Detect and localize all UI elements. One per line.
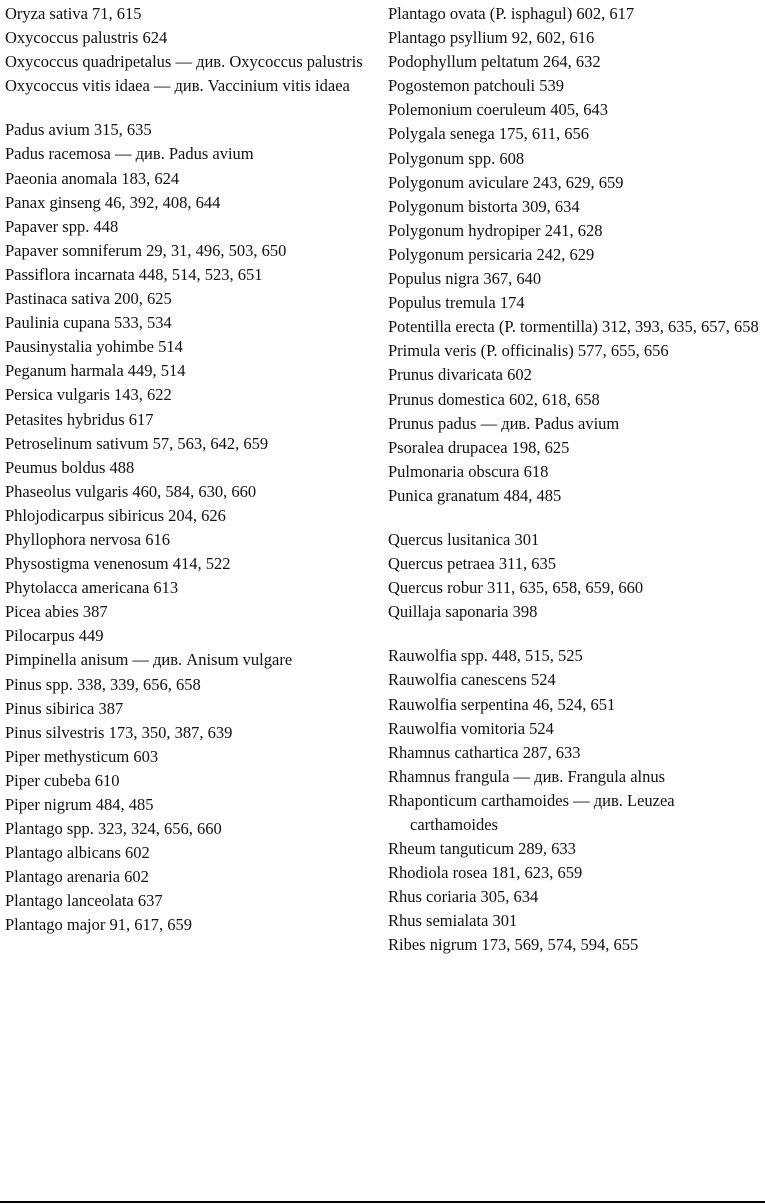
index-entry: Panax ginseng 46, 392, 408, 644	[5, 192, 221, 212]
index-entry: Oxycoccus quadripetalus — див. Oxycoccus palustris	[5, 52, 363, 72]
index-entry: Polygonum aviculare 243, 629, 659	[388, 172, 624, 192]
index-entry: Populus tremula 174	[388, 293, 525, 313]
index-entry-section-start: Padus avium 315, 635	[5, 120, 152, 140]
index-entry: Peganum harmala 449, 514	[5, 361, 186, 381]
index-entry: Potentilla erecta (P. tormentilla) 312, 393, 635, 657, 658	[388, 317, 759, 337]
index-entry: Polygonum persicaria 242, 629	[388, 244, 595, 264]
index-entry: Polemonium coeruleum 405, 643	[388, 100, 608, 120]
index-entry: Petroselinum sativum 57, 563, 642, 659	[5, 433, 269, 453]
index-entry: Polygonum hydropiper 241, 628	[388, 220, 603, 240]
index-entry-section-start: Rauwolfia spp. 448, 515, 525	[388, 646, 583, 666]
bottom-rule	[0, 1201, 765, 1203]
index-entry: Rauwolfia serpentina 46, 524, 651	[388, 694, 616, 714]
index-entry: Phyllophora nervosa 616	[5, 529, 170, 549]
index-entry: Pinus silvestris 173, 350, 387, 639	[5, 722, 233, 742]
index-entry: Phlojodicarpus sibiricus 204, 626	[5, 505, 226, 525]
index-entry: Rhamnus frangula — див. Frangula alnus	[388, 766, 666, 786]
index-entry: Pogostemon patchouli 539	[388, 76, 564, 96]
index-entry: Polygala senega 175, 611, 656	[388, 124, 590, 144]
index-entry: Plantago psyllium 92, 602, 616	[388, 28, 595, 48]
index-entry: Piper cubeba 610	[5, 770, 120, 790]
index-entry: Oxycoccus palustris 624	[5, 28, 168, 48]
index-entry: Piper nigrum 484, 485	[5, 795, 154, 814]
index-entry: Pinus spp. 338, 339, 656, 658	[5, 674, 201, 694]
index-entry: Pausinystalia yohimbe 514	[5, 337, 183, 357]
index-entry: Prunus padus — див. Padus avium	[388, 413, 620, 433]
index-column-left	[5, 2, 373, 938]
index-entry: Papaver spp. 448	[5, 216, 119, 236]
index-entry: Plantago ovata (P. isphagul) 602, 617	[388, 4, 635, 23]
index-entry: Padus racemosa — див. Padus avium	[5, 144, 254, 164]
index-entry: Polygonum bistorta 309, 634	[388, 196, 580, 216]
index-entry: Rhodiola rosea 181, 623, 659	[388, 863, 583, 883]
index-entry: Plantago arenaria 602	[5, 867, 149, 887]
index-entry: Ribes nigrum 173, 569, 574, 594, 655	[388, 935, 639, 955]
index-entry: Rauwolfia vomitoria 524	[388, 718, 554, 738]
index-entry: Rheum tanguticum 289, 633	[388, 839, 576, 859]
index-entry: Plantago albicans 602	[5, 843, 150, 863]
index-entry: Peumus boldus 488	[5, 457, 135, 477]
index-entry: Pimpinella anisum — див. Anisum vulgare	[5, 650, 293, 670]
index-entry: Psoralea drupacea 198, 625	[388, 437, 570, 457]
index-entry: Phaseolus vulgaris 460, 584, 630, 660	[5, 481, 257, 501]
index-entry: Oxycoccus vitis idaea — див. Vaccinium vitis idaea	[5, 76, 350, 96]
index-entry: Rhus semialata 301	[388, 911, 518, 931]
index-entry: Phytolacca americana 613	[5, 578, 179, 598]
index-entry: Piper methysticum 603	[5, 746, 159, 766]
index-entry: Primula veris (P. officinalis) 577, 655, 656	[388, 341, 669, 361]
index-entry: Podophyllum peltatum 264, 632	[388, 52, 601, 72]
index-entry: Rauwolfia canescens 524	[388, 670, 556, 690]
index-column-right	[388, 2, 760, 958]
index-entry: Physostigma venenosum 414, 522	[5, 554, 231, 574]
index-entry: Pinus sibirica 387	[5, 698, 124, 718]
index-entry-section-start: Quercus lusitanica 301	[388, 529, 540, 549]
index-entry: Picea abies 387	[5, 602, 108, 622]
index-entry: Quercus petraea 311, 635	[388, 554, 556, 574]
index-entry: Passiflora incarnata 448, 514, 523, 651	[5, 264, 263, 284]
index-entry: Plantago major 91, 617, 659	[5, 915, 192, 935]
index-entry: Pastinaca sativa 200, 625	[5, 289, 172, 309]
index-entry: Petasites hybridus 617	[5, 409, 154, 429]
index-entry: Paulinia cupana 533, 534	[5, 313, 172, 333]
index-entry: Papaver somniferum 29, 31, 496, 503, 650	[5, 240, 287, 260]
index-entry: Quercus robur 311, 635, 658, 659, 660	[388, 578, 644, 598]
index-entry: Plantago lanceolata 637	[5, 891, 163, 911]
index-entry: Prunus divaricata 602	[388, 365, 532, 385]
section-gap	[5, 98, 373, 118]
index-entry: Pilocarpus 449	[5, 626, 104, 646]
index-entry: Rhus coriaria 305, 634	[388, 887, 539, 907]
index-entry: Quillaja saponaria 398	[388, 602, 538, 622]
index-entry: Polygonum spp. 608	[388, 148, 525, 168]
index-entry: Populus nigra 367, 640	[388, 269, 542, 289]
index-entry: Rhaponticum carthamoides — див. Leuzea carthamoides	[388, 790, 675, 834]
index-entry: Paeonia anomala 183, 624	[5, 168, 180, 188]
section-gap	[388, 508, 760, 528]
section-gap	[388, 624, 760, 644]
index-entry: Oryza sativa 71, 615	[5, 4, 142, 23]
index-entry: Pulmonaria obscura 618	[388, 461, 549, 481]
index-entry: Plantago spp. 323, 324, 656, 660	[5, 819, 222, 839]
index-entry: Rhamnus cathartica 287, 633	[388, 742, 581, 762]
index-entry: Prunus domestica 602, 618, 658	[388, 389, 600, 409]
index-entry: Persica vulgaris 143, 622	[5, 385, 172, 405]
index-entry: Punica granatum 484, 485	[388, 485, 562, 505]
